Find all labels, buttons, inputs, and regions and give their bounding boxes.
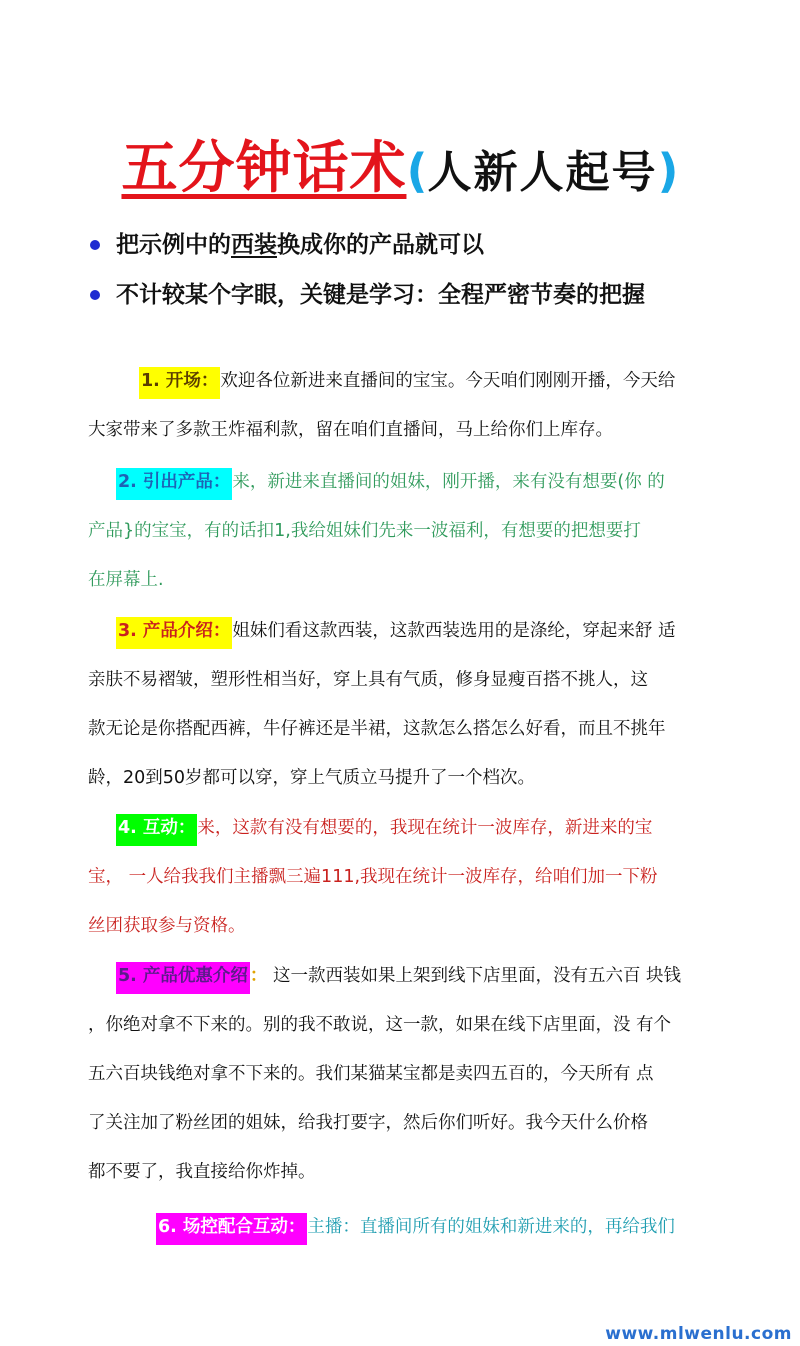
section-text: 姐妹们看这款西装，这款西装选用的是涤纶，穿起来舒 适 <box>232 621 676 641</box>
section-tag: 4. 互动： <box>116 814 197 846</box>
section-line: 都不要了，我直接给你炸掉。 <box>88 1162 316 1182</box>
page-title <box>0 124 800 204</box>
title-paren-open: ( <box>406 144 428 198</box>
section-tag: 5. 产品优惠介绍 <box>116 962 250 994</box>
section-discount-intro <box>88 952 718 1197</box>
instruction-text-underlined: 西装 <box>231 232 277 258</box>
section-line <box>88 458 718 507</box>
section-text: 欢迎各位新进来直播间的宝宝。今天咱们刚刚开播，今天给 <box>220 371 676 391</box>
section-line: 大家带来了多款王炸福利款，留在咱们直播间，马上给你们上库存。 <box>88 420 613 440</box>
section-tag: 6. 场控配合互动： <box>156 1213 307 1245</box>
section-control-interaction <box>88 1203 718 1252</box>
section-text: 来，这款有没有想要的，我现在统计一波库存，新进来的宝 <box>197 818 653 838</box>
section-line: 五六百块钱绝对拿不下来的。我们某猫某宝都是卖四五百的，今天所有 点 <box>88 1064 654 1084</box>
section-product-intro <box>88 607 718 803</box>
title-main: 五分钟话术 <box>121 136 407 201</box>
section-line: 在屏幕上. <box>88 570 164 590</box>
section-text: 这一款西装如果上架到线下店里面，没有五六百 块钱 <box>267 966 682 986</box>
instruction-item <box>86 220 645 270</box>
section-text: 主播：直播间所有的姐妹和新进来的，再给我们 <box>307 1217 675 1237</box>
section-intro-product <box>88 458 718 605</box>
instruction-text-pre: 不计较某个字眼，关键是学习：全程严密节奏的把握 <box>116 282 645 308</box>
instruction-text-pre: 把示例中的 <box>116 232 231 258</box>
section-line: 龄，20到50岁都可以穿，穿上气质立马提升了一个档次。 <box>88 768 536 788</box>
watermark: www.mlwenlu.com <box>605 1324 792 1344</box>
section-text: 来，新进来直播间的姐妹，刚开播，来有没有想要(你 的 <box>232 472 665 492</box>
section-line <box>88 1203 718 1252</box>
section-line: 亲肤不易褶皱，塑形性相当好，穿上具有气质，修身显瘦百搭不挑人，这 <box>88 670 648 690</box>
instruction-list <box>86 220 645 320</box>
title-subtitle: 人新人起号 <box>427 147 658 198</box>
section-tag-colon: ： <box>249 966 268 986</box>
section-line <box>88 952 718 1001</box>
section-line <box>88 357 718 406</box>
section-tag: 3. 产品介绍： <box>116 617 232 649</box>
section-line: 丝团获取参与资格。 <box>88 916 246 936</box>
section-line: ，你绝对拿不下来的。别的我不敢说，这一款，如果在线下店里面，没 有个 <box>88 1015 672 1035</box>
section-tag: 1. 开场： <box>139 367 220 399</box>
section-line <box>88 607 718 656</box>
section-line: 了关注加了粉丝团的姐妹，给我打要字，然后你们听好。我今天什么价格 <box>88 1113 648 1133</box>
section-line: 款无论是你搭配西裤，牛仔裤还是半裙，这款怎么搭怎么好看，而且不挑年 <box>88 719 666 739</box>
instruction-item <box>86 270 645 320</box>
section-line <box>88 804 718 853</box>
bullet-dot-icon <box>90 240 100 250</box>
section-interaction <box>88 804 718 951</box>
bullet-dot-icon <box>90 290 100 300</box>
title-paren-close: ) <box>657 144 679 198</box>
instruction-text-post: 换成你的产品就可以 <box>277 232 484 258</box>
section-line: 产品}的宝宝，有的话扣1,我给姐妹们先来一波福利，有想要的把想要打 <box>88 521 641 541</box>
section-line: 宝， 一人给我我们主播飘三遍111,我现在统计一波库存，给咱们加一下粉 <box>88 867 658 887</box>
section-tag: 2. 引出产品： <box>116 468 232 500</box>
section-opening <box>88 357 718 455</box>
